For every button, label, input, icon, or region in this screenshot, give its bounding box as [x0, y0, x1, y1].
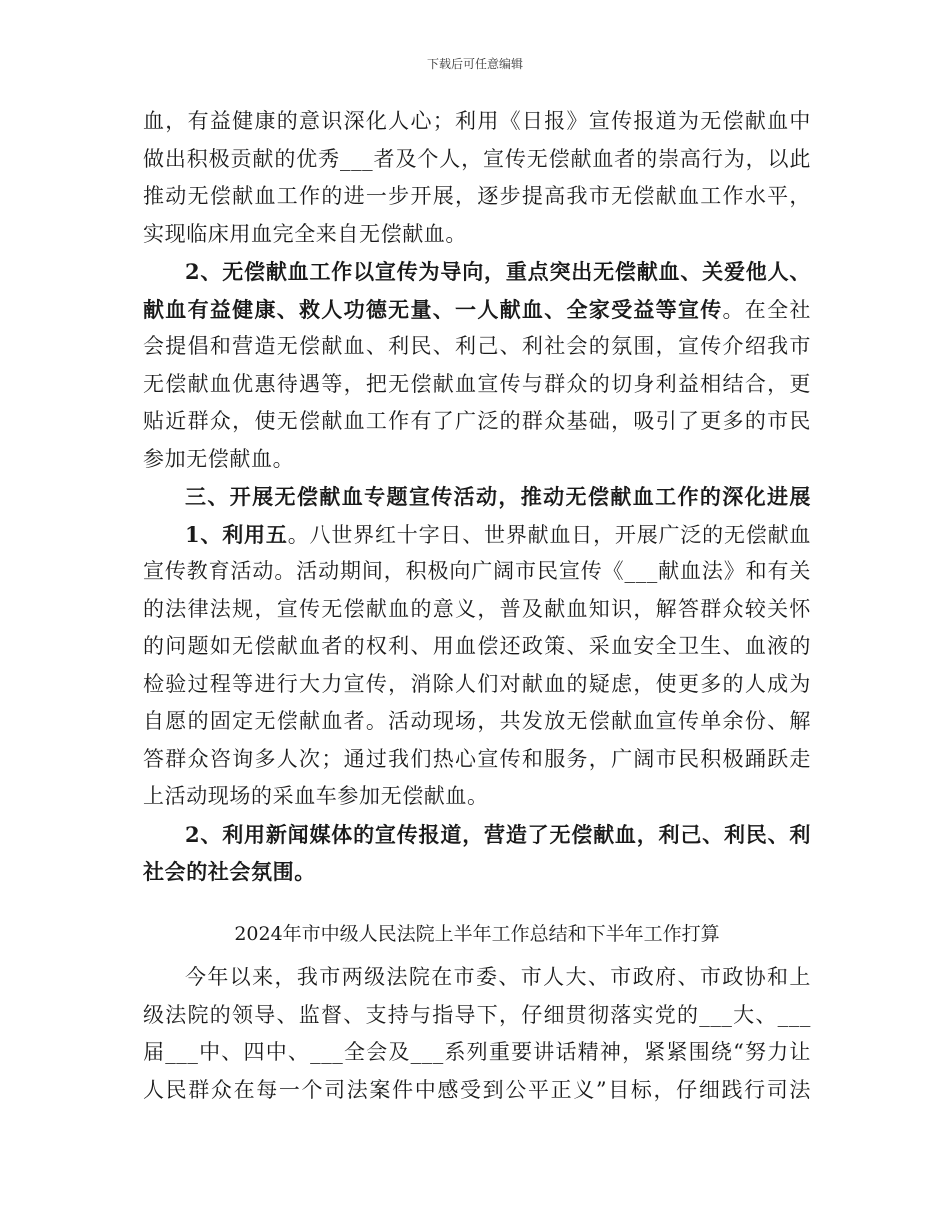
text-line: 上活动现场的采血车参加无偿献血。: [143, 784, 489, 808]
text-line: 做出积极贡献的优秀___者及个人，宣传无偿献血者的崇高行为，以此: [143, 146, 811, 171]
text-line: 宣传教育活动。活动期间，积极向广阔市民宣传《___献血法》和有关: [143, 559, 811, 583]
text-line: [143, 516, 811, 554]
text-line: 推动无偿献血工作的进一步开展，逐步提高我市无偿献血工作水平，: [143, 184, 811, 208]
text-line: 今年以来，我市两级法院在市委、市人大、市政府、市政协和上: [185, 965, 811, 989]
bold-text: 献血有益健康、救人功德无量、一人献血、全家受益等宣传: [143, 296, 723, 322]
text-line: 检验过程等进行大力宣传，消除人们对献血的疑虑，使更多的人成为: [143, 671, 811, 696]
text-line: 贴近群众，使无偿献血工作有了广泛的群众基础，吸引了更多的市民: [143, 409, 811, 433]
text-line: 届___中、四中、___全会及___系列重要讲话精神，紧紧围绕“努力让: [143, 1040, 811, 1064]
text-line: 自愿的固定无偿献血者。活动现场，共发放无偿献血宣传单余份、解: [143, 709, 811, 733]
plain-text: 。在全社: [722, 297, 811, 322]
text-line: 级法院的领导、监督、支持与指导下，仔细贯彻落实党的___大、___: [143, 1002, 811, 1027]
text-line: 2、利用新闻媒体的宣传报道，营造了无偿献血，利己、利民、利: [185, 821, 811, 847]
text-line: 实现临床用血完全来自无偿献血。: [143, 221, 467, 246]
text-line: 血，有益健康的意识深化人心；利用《日报》宣传报道为无偿献血中: [143, 109, 811, 133]
text-line: 参加无偿献血。: [143, 446, 295, 471]
document-title: 2024年市中级人民法院上半年工作总结和下半年工作打算: [234, 922, 720, 945]
bold-text: 1、利用五: [185, 521, 288, 547]
document-body: [143, 103, 811, 1109]
text-line: 人民群众在每一个司法案件中感受到公平正义”目标，仔细践行司法: [143, 1077, 811, 1102]
text-line: 答群众咨询多人次；通过我们热心宣传和服务，广阔市民积极踊跃走: [143, 746, 811, 771]
text-line: 2、无偿献血工作以宣传为导向，重点突出无偿献血、关爱他人、: [185, 259, 811, 284]
text-line: [143, 291, 811, 329]
text-line: 会提倡和营造无偿献血、利民、利己、利社会的氛围，宣传介绍我市: [143, 334, 811, 358]
text-line: 社会的社会氛围。: [143, 859, 316, 884]
text-line: 无偿献血优惠待遇等，把无偿献血宣传与群众的切身利益相结合，更: [143, 371, 811, 396]
plain-text: 。八世界红十字日、世界献血日，开展广泛的无偿献血: [287, 522, 811, 547]
text-line: 的法律法规，宣传无偿献血的意义，普及献血知识，解答群众较关怀: [143, 596, 811, 621]
text-line: 的问题如无偿献血者的权利、用血偿还政策、采血安全卫生、血液的: [143, 634, 811, 658]
page-header: 下载后可任意编辑: [426, 57, 523, 71]
section-heading: 三、开展无偿献血专题宣传活动，推动无偿献血工作的深化进展: [185, 484, 811, 509]
